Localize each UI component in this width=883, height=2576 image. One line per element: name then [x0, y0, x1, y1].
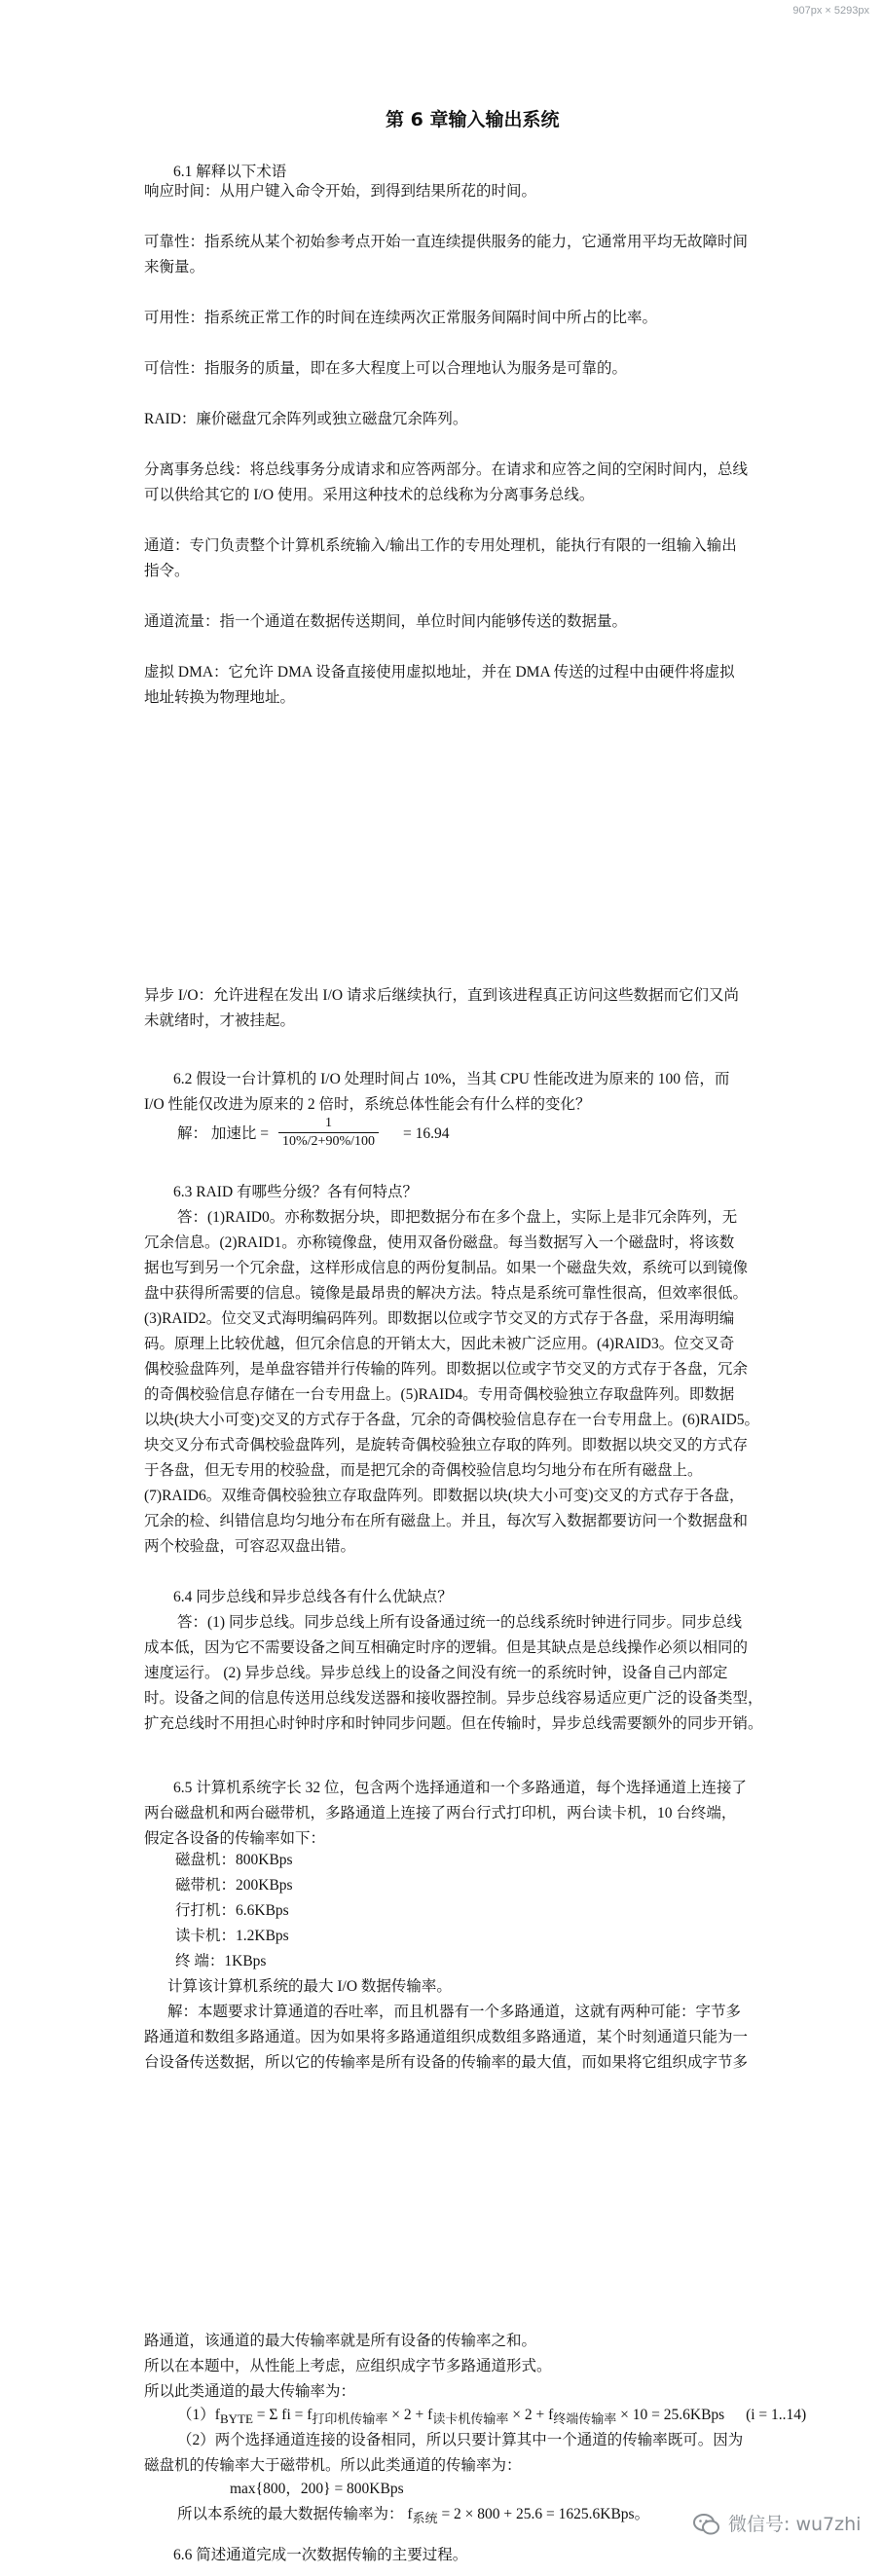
wechat-watermark — [693, 2512, 861, 2537]
system-rate-sub: 系统 — [412, 2511, 438, 2526]
q65-line: 假定各设备的传输率如下： — [144, 1830, 326, 1847]
term-line: 指令。 — [144, 563, 190, 579]
system-rate-tail: = 2 × 800 + 25.6 = 1625.6KBps。 — [441, 2506, 650, 2522]
q62-question — [144, 1067, 845, 1118]
q65-answer-line: 所以此类通道的最大传输率为： — [144, 2383, 356, 2400]
q63-answer-line: 码。原理上比较优越，但冗余信息的开销太大，因此未被广泛应用。(4)RAID3。位交叉奇 — [144, 1336, 735, 1352]
formula-op2: × 2 + f — [512, 2407, 554, 2423]
q65-line: 6.5 计算机系统字长 32 位，包含两个选择通道和一个多路通道，每个选择通道上连接了 — [173, 1780, 748, 1796]
q64-answer-line: 速度运行。 (2) 异步总线。异步总线上的设备之间没有统一的系统时钟，设备自己内部定 — [144, 1665, 728, 1681]
q64-answer-line: 扩充总线时不用担心时钟时序和时钟同步问题。但在传输时，异步总线需要额外的同步开销。 — [144, 1715, 763, 1732]
q65-answer-line: 路通道，该通道的最大传输率就是所有设备的传输率之和。 — [144, 2333, 537, 2349]
q65-answer-line: 路通道和数组多路通道。因为如果将多路通道组织成数组多路通道，某个时刻通道只能为一 — [144, 2029, 749, 2045]
q65-item2 — [144, 2428, 845, 2479]
q63-heading: 6.3 RAID 有哪些分级？各有何特点？ — [173, 1184, 419, 1200]
term-list — [144, 179, 845, 711]
term-line: 可信性：指服务的质量，即在多大程度上可以合理地认为服务是可靠的。 — [144, 360, 628, 377]
term-line: 可用性：指系统正常工作的时间在连续两次正常服务间隔时间中所占的比率。 — [144, 310, 658, 326]
formula-tail: × 10 = 25.6KBps — [620, 2407, 725, 2423]
watermark-text: 微信号: wu7zhi — [728, 2514, 862, 2535]
q61-heading: 6.1 解释以下术语 — [173, 164, 287, 180]
term-line: RAID：廉价磁盘冗余阵列或独立磁盘冗余阵列。 — [144, 411, 468, 427]
formula-f-sub: BYTE — [219, 2411, 253, 2427]
q63-answer-line: 偶校验盘阵列，是单盘容错并行传输的阵列。即数据以位或字节交叉的方式存于各盘，冗余 — [144, 1361, 749, 1378]
q66-heading: 6.6 简述通道完成一次数据传输的主要过程。 — [173, 2547, 468, 2563]
speedup-fraction — [278, 1115, 379, 1151]
q63-answer-line: 块交叉分布式奇偶校验盘阵列，是旋转奇偶校验独立存取的阵列。即数据以块交叉的方式存 — [144, 1437, 749, 1454]
system-rate-line — [177, 2502, 649, 2531]
term-line: 地址转换为物理地址。 — [144, 689, 296, 706]
system-rate-lead: 所以本系统的最大数据传输率为： f — [177, 2506, 413, 2522]
term-line: 通道：专门负责整个计算机系统输入/输出工作的专用处理机，能执行有限的一组输入输出 — [144, 537, 737, 554]
formula-f: f — [214, 2407, 220, 2423]
term-async-io — [144, 983, 845, 1034]
q65-answer-line: 台设备传送数据，所以它的传输率是所有设备的传输率的最大值，而如果将它组织成字节多 — [144, 2054, 749, 2071]
wechat-icon — [693, 2513, 720, 2536]
q65-item2-line: 磁盘机的传输率大于磁带机。所以此类通道的传输率为： — [144, 2457, 522, 2474]
formula-eq: = Σ fi = f — [256, 2407, 313, 2423]
q65-answer-line: 解：本题要求计算通道的吞吐率，而且机器有一个多路通道，这就有两种可能：字节多 — [167, 2004, 742, 2020]
device-rate-list — [175, 1848, 565, 1974]
q63-answer-line: 于各盘，但无专用的校验盘，而是把冗余的奇偶校验信息均匀地分布在所有磁盘上。 — [144, 1462, 703, 1479]
q62-line: I/O 性能仅改进为原来的 2 倍时，系统总体性能会有什么样的变化？ — [144, 1096, 591, 1113]
term-line: 可以供给其它的 I/O 使用。采用这种技术的总线称为分离事务总线。 — [144, 487, 595, 503]
formula-sub-cardreader: 读卡机传输率 — [432, 2411, 509, 2427]
device-rate: 行打机：6.6KBps — [175, 1902, 289, 1919]
speedup-numerator: 1 — [278, 1115, 379, 1133]
q63-answer-line: (7)RAID6。双维奇偶校验独立存取盘阵列。即数据以块(块大小可变)交叉的方式存于各盘， — [144, 1488, 745, 1504]
device-rate: 磁盘机：800KBps — [175, 1852, 293, 1868]
device-rate: 读卡机：1.2KBps — [175, 1928, 289, 1944]
q65-answer — [144, 2000, 845, 2076]
q64-answer-line: 答：(1) 同步总线。同步总线上所有设备通过统一的总线系统时钟进行同步。同步总线 — [177, 1614, 742, 1631]
q63-answer-line: 冗余的检、纠错信息均匀地分布在所有磁盘上。并且，每次写入数据都要访问一个数据盘和 — [144, 1513, 749, 1529]
formula-range: (i = 1..14) — [746, 2407, 807, 2423]
q65-answer-line: 所以在本题中，从性能上考虑，应组织成字节多路通道形式。 — [144, 2358, 552, 2374]
device-rate: 磁带机：200KBps — [175, 1877, 293, 1894]
q63-answer-line: (3)RAID2。位交叉式海明编码阵列。即数据以位或字节交叉的方式存于各盘，采用海明编 — [144, 1310, 735, 1327]
device-rate: 终 端：1KBps — [175, 1953, 267, 1969]
q65-answer-continued — [144, 2329, 845, 2405]
chapter-title: 第 6 章输入输出系统 — [386, 109, 560, 130]
speedup-result: = 16.94 — [403, 1125, 450, 1142]
async-io-line: 异步 I/O：允许进程在发出 I/O 请求后继续执行，直到该进程真正访问这些数据而它们又尚 — [144, 987, 739, 1004]
q64-answer-line: 成本低，因为它不需要设备之间互相确定时序的逻辑。但是其缺点是总线操作必须以相同的 — [144, 1639, 749, 1656]
q65-line: 两台磁盘机和两台磁带机，多路通道上连接了两台行式打印机，两台读卡机，10 台终端， — [144, 1805, 737, 1822]
q65-task: 计算该计算机系统的最大 I/O 数据传输率。 — [167, 1978, 452, 1995]
q64-block — [144, 1585, 845, 1737]
q65-question — [144, 1776, 845, 1852]
q63-answer-line: 盘中获得所需要的信息。镜像是最昂贵的解决方法。特点是系统可靠性很高，但效率很低。 — [144, 1285, 749, 1302]
q62-line: 6.2 假设一台计算机的 I/O 处理时间占 10%，当其 CPU 性能改进为原来的 100 倍，而 — [173, 1071, 730, 1087]
term-line: 来衡量。 — [144, 259, 205, 276]
term-line: 通道流量：指一个通道在数据传送期间，单位时间内能够传送的数据量。 — [144, 613, 628, 630]
q65-item2-line: （2）两个选择通道连接的设备相同，所以只要计算其中一个通道的传输率既可。因为 — [177, 2432, 744, 2448]
formula-sub-terminal: 终端传输率 — [553, 2411, 617, 2427]
async-io-line: 未就绪时，才被挂起。 — [144, 1012, 296, 1029]
q64-answer-line: 时。设备之间的信息传送用总线发送器和接收器控制。异步总线容易适应更广泛的设备类型， — [144, 1690, 763, 1707]
term-line: 响应时间：从用户键入命令开始，到得到结果所花的时间。 — [144, 183, 537, 200]
q63-answer-line: 答：(1)RAID0。亦称数据分块，即把数据分布在多个盘上，实际上是非冗余阵列，无 — [177, 1209, 738, 1226]
q63-answer-line: 的奇偶校验信息存储在一台专用盘上。(5)RAID4。专用奇偶校验独立存取盘阵列。即数据 — [144, 1386, 735, 1403]
term-line: 可靠性：指系统从某个初始参考点开始一直连续提供服务的能力，它通常用平均无故障时间 — [144, 234, 749, 250]
formula-lead: （1） — [177, 2407, 215, 2423]
speedup-denominator: 10%/2+90%/100 — [282, 1134, 375, 1149]
q63-block — [144, 1180, 845, 1560]
q63-answer-line: 两个校验盘，可容忍双盘出错。 — [144, 1538, 356, 1555]
q63-answer-line: 以块(块大小可变)交叉的方式存于各盘，冗余的奇偶校验信息存在一台专用盘上。(6)RAID5。 — [144, 1412, 760, 1428]
image-dimensions-label: 907px × 5293px — [792, 5, 869, 17]
q63-answer-line: 冗余信息。(2)RAID1。亦称镜像盘，使用双备份磁盘。每当数据写入一个磁盘时，将该数 — [144, 1234, 735, 1251]
max-expression: max{800，200} = 800KBps — [230, 2481, 404, 2497]
formula-op1: × 2 + f — [391, 2407, 433, 2423]
term-line: 分离事务总线：将总线事务分成请求和应答两部分。在请求和应答之间的空闲时间内，总线 — [144, 461, 749, 478]
formula-sub-printer: 打印机传输率 — [312, 2411, 388, 2427]
q62-answer-prefix: 解： 加速比 = — [177, 1125, 269, 1142]
term-line: 虚拟 DMA：它允许 DMA 设备直接使用虚拟地址，并在 DMA 传送的过程中由硬件将虚拟 — [144, 664, 735, 681]
q63-answer-line: 据也写到另一个冗余盘，这样形成信息的两份复制品。如果一个磁盘失效，系统可以到镜像 — [144, 1260, 749, 1276]
q64-heading: 6.4 同步总线和异步总线各有什么优缺点？ — [173, 1589, 453, 1605]
